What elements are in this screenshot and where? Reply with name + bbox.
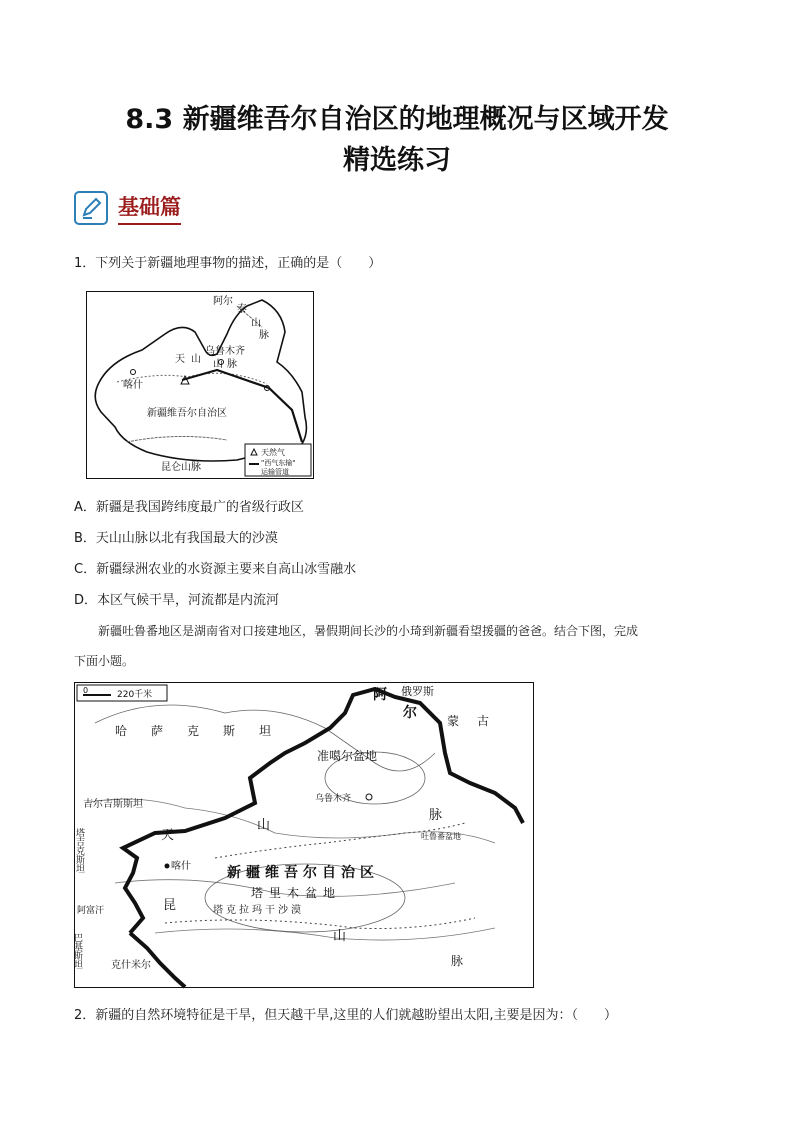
scale-label: 220千米 [117, 690, 153, 700]
russia-label: 俄罗斯 [401, 685, 434, 698]
q1-option-b[interactable]: B．天山山脉以北有我国最大的沙漠 [74, 531, 278, 546]
urumqi-label: 乌鲁木齐 [315, 794, 352, 804]
question-1-stem: 1．下列关于新疆地理事物的描述，正确的是（ ） [74, 256, 382, 271]
map1-tianshan-label-4: 脉 [227, 359, 237, 370]
q1-option-c[interactable]: C．新疆绿洲农业的水资源主要来自高山冰雪融水 [74, 562, 357, 577]
map1-region-label: 新疆维吾尔自治区 [147, 408, 227, 419]
afghanistan-label: 阿富汗 [77, 906, 105, 916]
kunlun-mai-label: 脉 [451, 954, 464, 968]
legend-gas-label: 天然气 [261, 448, 285, 457]
region-label: 新疆维吾尔自治区 [227, 865, 379, 881]
tianshan-shan-label: 山 [257, 818, 271, 833]
svg-text:0: 0 [83, 686, 89, 695]
q1-option-a[interactable]: A．新疆是我国跨纬度最广的省级行政区 [74, 500, 304, 515]
map1-tianshan-label-2: 山 [191, 354, 201, 365]
q1-option-d[interactable]: D．本区气候干旱，河流都是内流河 [74, 593, 280, 608]
map1-urumqi-label: 乌鲁木齐 [205, 346, 245, 357]
edit-note-icon [74, 191, 108, 225]
kashmir-label: 克什米尔 [111, 960, 151, 971]
kazakhstan-label: 哈萨克斯坦 [115, 724, 296, 738]
altai-label-a: 阿 [373, 687, 387, 703]
turpan-label: 吐鲁番盆地 [421, 832, 461, 841]
kunlun-k-label: 昆 [163, 898, 177, 913]
question-2-stem: 2．新疆的自然环境特征是干旱，但天越干旱,这里的人们就越盼望出太阳,主要是因为：（ ） [74, 1008, 618, 1023]
page-title-line1: 8.3 新疆维吾尔自治区的地理概况与区域开发 [125, 104, 669, 135]
kashgar-label: 喀什 [171, 861, 191, 872]
pakistan-label: 巴基斯坦 [72, 933, 82, 969]
map1-altai-label-2: 泰 [237, 304, 247, 315]
map1-altai-label-3: 山 [251, 318, 261, 329]
map1-altai-label-4: 脉 [259, 330, 269, 341]
map-xinjiang-gas [86, 291, 314, 479]
taklamakan-label: 塔克拉玛干沙漠 [213, 905, 304, 916]
section-header [74, 188, 181, 228]
tianshan-label: 天 [161, 828, 175, 843]
legend-pipe-label-1: "西气东输" [261, 459, 296, 467]
altai-label-b: 尔 [403, 705, 417, 721]
section-label: 基础篇 [118, 191, 181, 225]
map1-kashgar-label: 喀什 [123, 380, 143, 391]
page-title-line2: 精选练习 [343, 145, 451, 176]
kunlun-shan-label: 山 [333, 929, 347, 944]
map1-tianshan-label-1: 天 [175, 354, 185, 365]
map1-altai-label-1: 阿尔 [213, 296, 233, 307]
legend-pipe-label-2: 运输管道 [261, 468, 289, 476]
tajik-label: 塔吉克斯坦 [74, 828, 84, 873]
tianshan-mai-label: 脉 [429, 808, 443, 823]
mongolia-label: 蒙古 [447, 714, 508, 728]
passage-line-2: 下面小题。 [74, 654, 135, 668]
passage [74, 616, 720, 676]
kyrgyzstan-label: 吉尔吉斯斯坦 [83, 799, 143, 810]
tarim-label: 塔里木盆地 [251, 886, 342, 900]
junggar-label: 准噶尔盆地 [317, 749, 378, 763]
map1-tianshan-label-3: 山 [213, 359, 223, 370]
passage-line-1: 新疆吐鲁番地区是湖南省对口接建地区，暑假期间长沙的小琦到新疆看望援疆的爸爸。结合下图，完成 [98, 624, 639, 638]
map1-kunlun-label: 昆仑山脉 [161, 462, 201, 473]
map-xinjiang-region [74, 682, 534, 988]
